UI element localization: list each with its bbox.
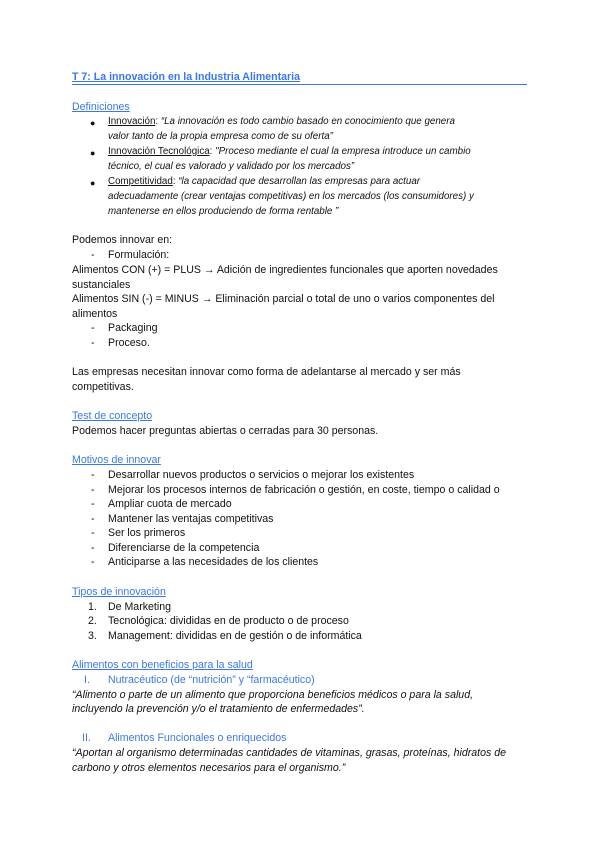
def-text: "Proceso mediante el cual la empresa introduce un cambio [215, 146, 471, 157]
def-text: “la capacidad que desarrollan las empresas para actuar [178, 176, 421, 187]
nutraceutico-quote: “Alimento o parte de un alimento que proporciona beneficios médicos o para la salud, [72, 689, 474, 701]
roman-numeral: I. [84, 674, 90, 686]
funcionales-quote: carbono y otros elementos necesarios para el organismo.” [72, 762, 346, 774]
definiciones-heading: Definiciones [72, 101, 130, 113]
def-term: Innovación Tecnológica [108, 146, 210, 157]
alimentos-con-line: Alimentos CON (+) = PLUS → Adición de ingredientes funcionales que aporten novedades [72, 264, 498, 276]
roman-numeral: II. [82, 732, 91, 744]
funcionales-subheading: Alimentos Funcionales o enriquecidos [108, 732, 287, 744]
motivos-heading: Motivos de innovar [72, 454, 161, 466]
funcionales-quote: “Aportan al organismo determinadas cantidades de vitaminas, grasas, proteínas, hidratos de [72, 747, 506, 759]
dash-marker: - [91, 513, 95, 525]
def-text: “La innovación es todo cambio basado en conocimiento que genera [160, 116, 455, 127]
dash-marker: - [91, 469, 95, 481]
def-innovacion-tecnologica: Innovación Tecnológica: "Proceso mediante el cual la empresa introduce un cambio [108, 146, 471, 157]
bullet-icon: ● [90, 148, 96, 158]
def-term: Innovación [108, 116, 156, 127]
list-number: 2. [88, 615, 97, 627]
page-title: T 7: La innovación en la Industria Alimentaria [72, 71, 527, 85]
motivo-item: Desarrollar nuevos productos o servicios o mejorar los existentes [108, 469, 415, 481]
nutraceutico-subheading: Nutracéutico (de “nutrición” y “farmacéutico) [108, 674, 315, 686]
innovar-intro: Podemos innovar en: [72, 234, 173, 246]
bullet-icon: ● [90, 118, 96, 128]
motivo-item: Mejorar los procesos internos de fabricación o gestión, en coste, tiempo o calidad o [108, 484, 500, 496]
dash-marker: - [91, 556, 95, 568]
dash-marker: - [91, 337, 95, 349]
empresas-text: Las empresas necesitan innovar como forma de adelantarse al mercado y ser más [72, 366, 461, 378]
motivo-item: Ampliar cuota de mercado [108, 498, 232, 510]
tipo-item: Tecnológica: divididas en de producto o de proceso [108, 615, 349, 627]
alimentos-heading: Alimentos con beneficios para la salud [72, 659, 253, 671]
dash-marker: - [91, 527, 95, 539]
def-text: mantenerse en ellos produciendo de forma rentable ” [108, 206, 339, 217]
dash-marker: - [91, 542, 95, 554]
motivo-item: Diferenciarse de la competencia [108, 542, 260, 554]
dash-marker: - [91, 498, 95, 510]
nutraceutico-quote: incluyendo la prevención y/o el tratamiento de enfermedades”. [72, 703, 365, 715]
list-number: 3. [88, 630, 97, 642]
dash-marker: - [91, 484, 95, 496]
packaging-item: Packaging [108, 322, 158, 334]
alimentos-sin-line: alimentos [72, 308, 118, 320]
proceso-item: Proceso. [108, 337, 150, 349]
formulacion-item: Formulación: [108, 249, 170, 261]
motivo-item: Mantener las ventajas competitivas [108, 513, 274, 525]
alimentos-con-line: sustanciales [72, 279, 131, 291]
alimentos-sin-line: Alimentos SIN (-) = MINUS → Eliminación parcial o total de uno o varios componentes del [72, 293, 495, 305]
list-number: 1. [88, 601, 97, 613]
bullet-icon: ● [90, 178, 96, 188]
dash-marker: - [91, 322, 95, 334]
tipo-item: De Marketing [108, 601, 171, 613]
def-term: Competitividad [108, 176, 173, 187]
def-innovacion: Innovación: “La innovación es todo cambio basado en conocimiento que genera [108, 116, 455, 127]
motivo-item: Ser los primeros [108, 527, 186, 539]
def-text: valor tanto de la propia empresa como de su oferta” [108, 131, 333, 142]
test-heading: Test de concepto [72, 410, 153, 422]
dash-marker: - [91, 249, 95, 261]
test-text: Podemos hacer preguntas abiertas o cerradas para 30 personas. [72, 425, 379, 437]
def-text: técnico, el cual es valorado y validado por los mercados” [108, 161, 355, 172]
empresas-text: competitivas. [72, 381, 134, 393]
def-competitividad: Competitividad: “la capacidad que desarrollan las empresas para actuar [108, 176, 421, 187]
def-text: adecuadamente (crear ventajas competitivas) en los mercados (los consumidores) y [108, 191, 474, 202]
motivo-item: Anticiparse a las necesidades de los clientes [108, 556, 319, 568]
tipos-heading: Tipos de innovación [72, 586, 166, 598]
tipo-item: Management: divididas en de gestión o de informática [108, 630, 362, 642]
